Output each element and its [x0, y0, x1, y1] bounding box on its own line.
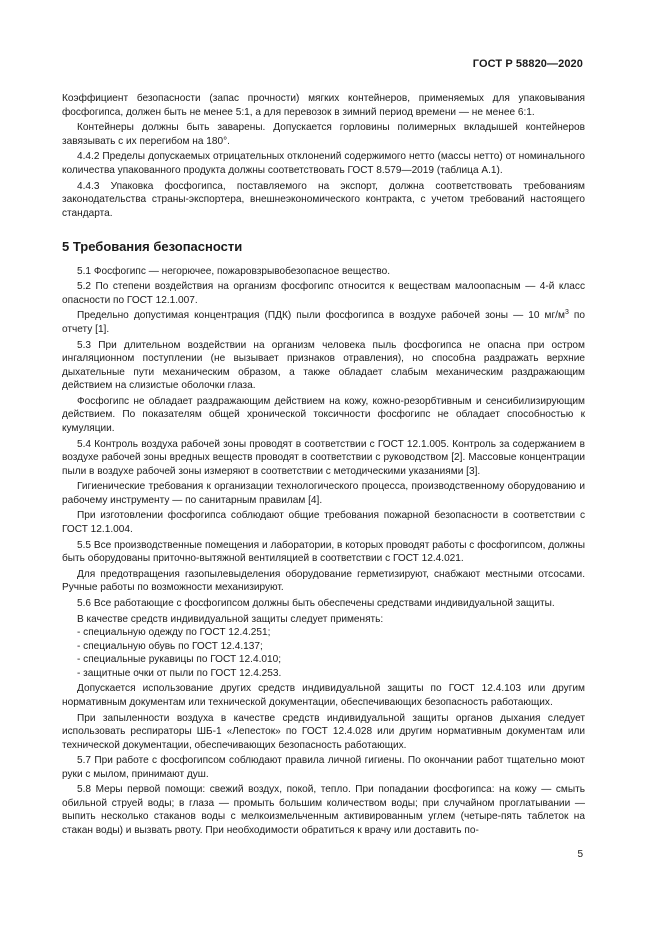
- standard-code-header: ГОСТ Р 58820—2020: [472, 58, 583, 70]
- paragraph-safety-factor: Коэффициент безопасности (запас прочности) мягких контейнеров, применяемых для упаковывания фосфогипса, должен быть не менее 5:1, а для перевозок в зимний период времени — не менее 6:1.: [62, 93, 585, 118]
- paragraph-5-6: 5.6 Все работающие с фосфогипсом должны быть обеспечены средствами индивидуальной защиты.: [77, 597, 555, 609]
- paragraph-5-5: 5.5 Все производственные помещения и лаборатории, в которых проводят работы с фосфогипсом, должны быть оборудованы приточно-вытяжной вентиляцией в соответствии с ГОСТ 12.4.021.: [62, 539, 585, 565]
- paragraph-5-4-hygiene: Гигиенические требования к организации технологического процесса, производственному оборудованию и рабочему инструменту — по санитарным правилам [4].: [62, 481, 585, 506]
- paragraph-5-1: 5.1 Фосфогипс — негорючее, пожаровзрывобезопасное вещество.: [77, 265, 391, 277]
- list-item: - специальную одежду по ГОСТ 12.4.251;: [77, 627, 271, 639]
- paragraph-5-6-respirators: При запыленности воздуха в качестве средств индивидуальной защиты органов дыхания следует использовать респираторы ШБ-1 «Лепесток» по ГОСТ 12.4.028 или другим нормативным документам или технической документации, обеспечивающих безопасность работающих.: [62, 712, 585, 751]
- paragraph-5-7: 5.7 При работе с фосфогипсом соблюдают правила личной гигиены. По окончании работ тщательно моют руки с мылом, принимают душ.: [62, 755, 585, 780]
- paragraph-5-8: 5.8 Меры первой помощи: свежий воздух, покой, тепло. При попадании фосфогипса: на кожу — смыть обильной струей воды; в глаза — промыть большим количеством воды; при случайном проглатывании — выпить несколько стаканов воды с мелкоизмельченным активированным углем (четыре-пять таблеток на стакан воды) и вызвать рвоту. При необходимости обратиться к врачу или доставить по-: [62, 784, 585, 836]
- pdk-superscript: 3: [564, 309, 569, 317]
- pdk-tail: по отчету [1].: [62, 310, 585, 335]
- paragraph-4-4-2: 4.4.2 Пределы допускаемых отрицательных отклонений содержимого нетто (массы нетто) от номинального количества упакованного продукта должны соответствовать ГОСТ 8.579—2019 (таблица А.1).: [62, 151, 585, 176]
- paragraph-containers-welded: Контейнеры должны быть заварены. Допускается горловины полимерных вкладышей контейнеров завязывать с их перегибом на 180°.: [62, 122, 585, 147]
- paragraph-4-4-3: 4.4.3 Упаковка фосфогипса, поставляемого на экспорт, должна соответствовать требованиям законодательства страны-экспортера, внешнеэкономического контракта, с учетом требований настоящего стандарта.: [62, 180, 585, 219]
- paragraph-5-6-lead: В качестве средств индивидуальной защиты следует применять:: [77, 613, 384, 625]
- paragraph-pdk: [62, 309, 585, 336]
- section-title: 5 Требования безопасности: [62, 239, 243, 255]
- list-item: - специальные рукавицы по ГОСТ 12.4.010;: [77, 654, 282, 666]
- paragraph-5-3: 5.3 При длительном воздействии на организм человека пыль фосфогипса не опасна при остром ингаляционном поступлении (не вызывает признаков отравления), но способна раздражать верхние дыхательные пути механическим образом, а также обладает слабым механическим раздражающим действием на слизистые оболочки глаза.: [62, 339, 585, 392]
- paragraph-5-4-fire: При изготовлении фосфогипса соблюдают общие требования пожарной безопасности в соответствии с ГОСТ 12.1.004.: [62, 510, 585, 535]
- page-number: 5: [577, 849, 583, 860]
- list-item: - специальную обувь по ГОСТ 12.4.137;: [77, 640, 263, 652]
- ppe-list: [62, 626, 585, 680]
- paragraph-5-5-sealing: Для предотвращения газопылевыделения оборудование герметизируют, снабжают местными отсосами. Ручные работы по возможности механизируют.: [62, 568, 585, 594]
- paragraph-5-2: 5.2 По степени воздействия на организм фосфогипс относится к веществам малоопасным — 4-й класс опасности по ГОСТ 12.1.007.: [62, 281, 585, 306]
- pdk-text: Предельно допустимая концентрация (ПДК) пыли фосфогипса в воздухе рабочей зоны — 10 мг/м: [77, 310, 565, 322]
- paragraph-5-3-toxicity: Фосфогипс не обладает раздражающим действием на кожу, кожно-резорбтивным и сенсибилизирующим действием. По показателям общей хронической токсичности фосфогипс не обладает способностью к кумуляции.: [62, 395, 585, 434]
- paragraph-5-6-other-ppe: Допускается использование других средств индивидуальной защиты по ГОСТ 12.4.103 или другим нормативным документам или технической документации, обеспечивающих безопасность работающих.: [62, 683, 585, 708]
- paragraph-5-4: 5.4 Контроль воздуха рабочей зоны проводят в соответствии с ГОСТ 12.1.005. Контроль за содержанием в воздухе рабочей зоны вредных веществ проводят в соответствии с руководством [2]. Массовые концентрации пыли в воздухе рабочей зоны измеряют в соответствии с методическими указаниями [3].: [62, 438, 585, 477]
- list-item: - защитные очки от пыли по ГОСТ 12.4.253.: [77, 667, 282, 679]
- document-body: [62, 92, 585, 840]
